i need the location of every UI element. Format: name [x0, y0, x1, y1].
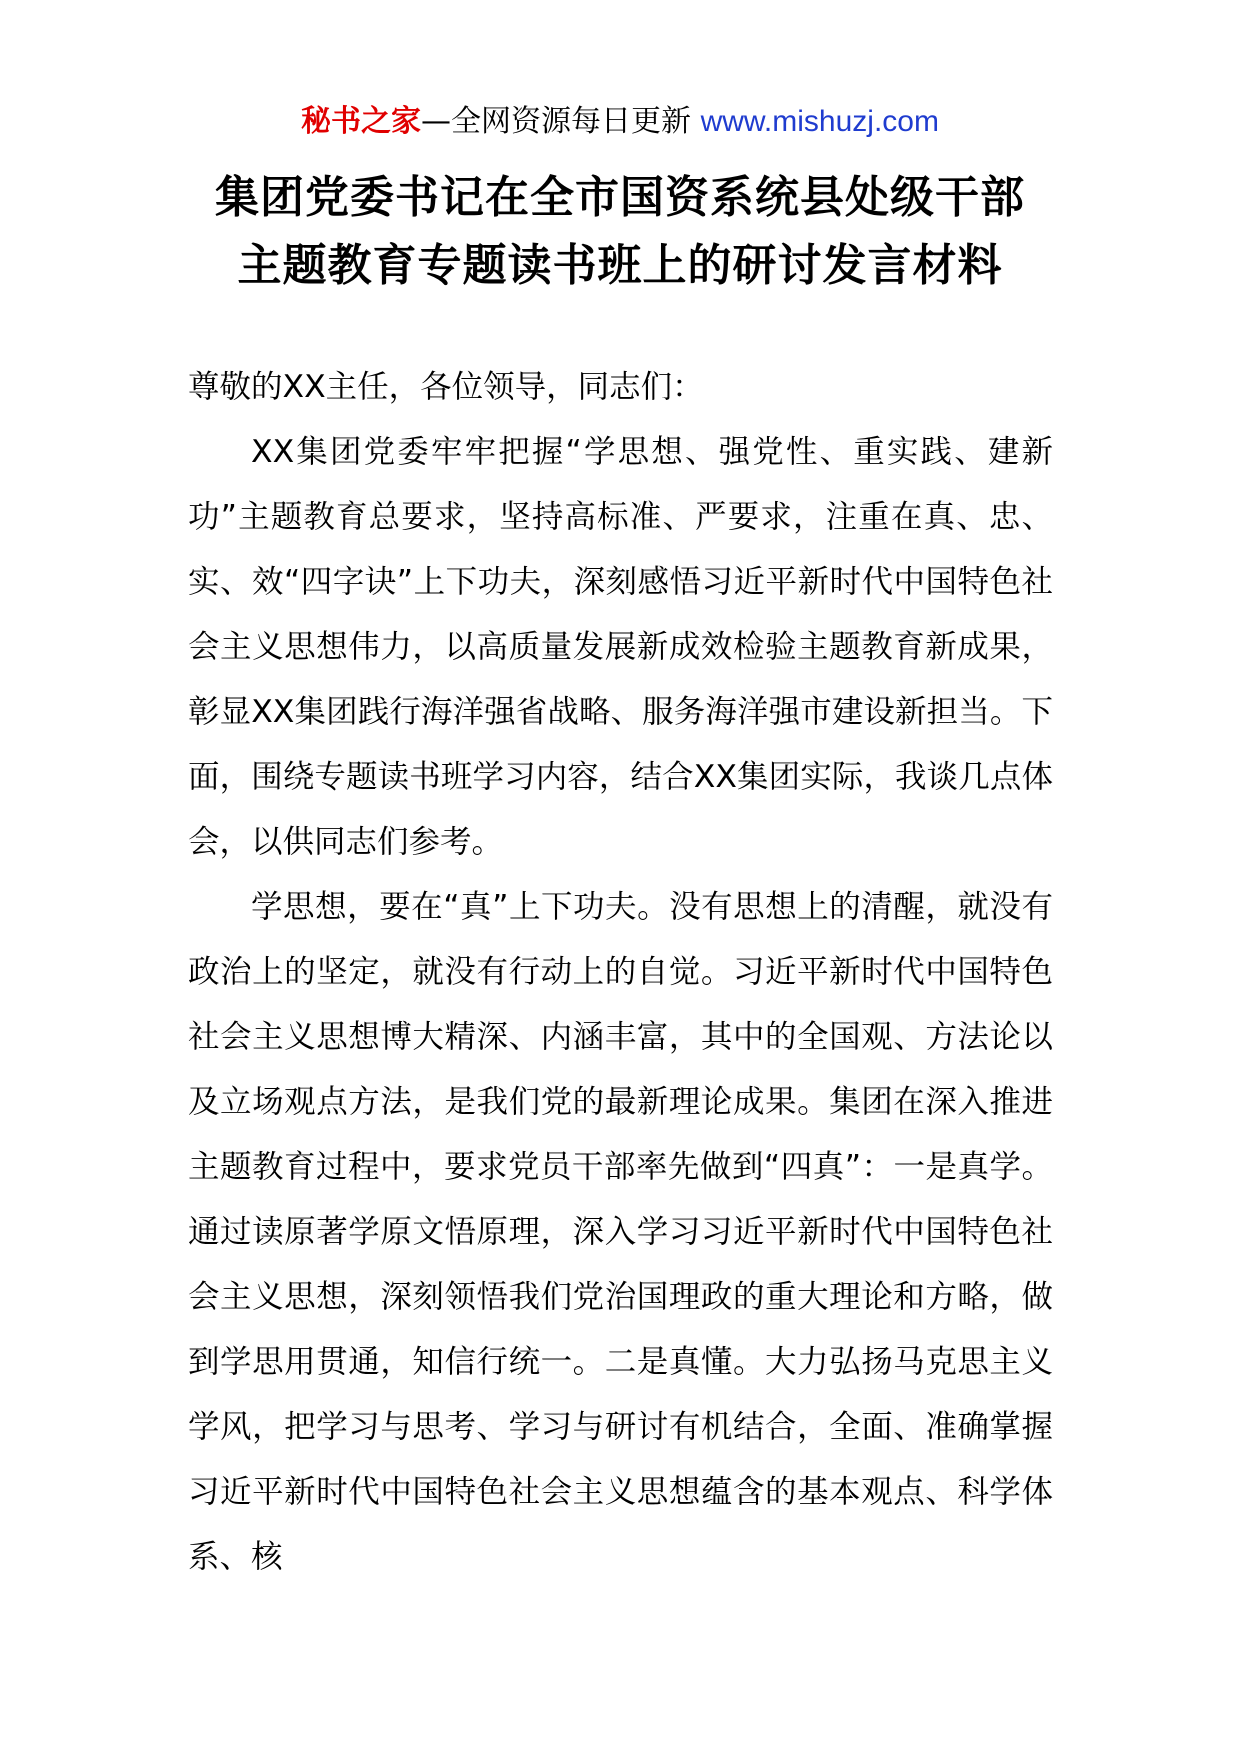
paragraph-study-thought: 学思想，要在“真”上下功夫。没有思想上的清醒，就没有政治上的坚定，就没有行动上的自觉。习近平新时代中国特色社会主义思想博大精深、内涵丰富，其中的全国观、方法论以及立场观点方法，是我们党的最新理论成果。集团在深入推进主题教育过程中，要求党员干部率先做到“四真”：一是真学。通过读原著学原文悟原理，深入学习习近平新时代中国特色社会主义思想，深刻领悟我们党治国理政的重大理论和方略，做到学思用贯通，知信行统一。二是真懂。大力弘扬马克思主义学风，把学习与思考、学习与研讨有机结合，全面、准确掌握习近平新时代中国特色社会主义思想蕴含的基本观点、科学体系、核	[188, 889, 1053, 1575]
salutation: 尊敬的XX主任，各位领导，同志们：	[188, 369, 704, 405]
header-tagline: —全网资源每日更新	[421, 104, 701, 139]
title-line-1: 集团党委书记在全市国资系统县处级干部	[215, 172, 1025, 223]
page-header	[0, 100, 1240, 144]
paragraph-intro: XX集团党委牢牢把握“学思想、强党性、重实践、建新功”主题教育总要求，坚持高标准、严要求，注重在真、忠、实、效“四字诀”上下功夫，深刻感悟习近平新时代中国特色社会主义思想伟力，以高质量发展新成效检验主题教育新成果，彰显XX集团践行海洋强省战略、服务海洋强市建设新担当。下面，围绕专题读书班学习内容，结合XX集团实际，我谈几点体会，以供同志们参考。	[188, 434, 1053, 860]
document-title	[0, 164, 1240, 300]
title-line-2: 主题教育专题读书班上的研讨发言材料	[237, 240, 1003, 291]
document-body	[188, 355, 1053, 1590]
brand-name: 秘书之家	[301, 104, 422, 139]
website-link[interactable]: www.mishuzj.com	[700, 105, 939, 138]
